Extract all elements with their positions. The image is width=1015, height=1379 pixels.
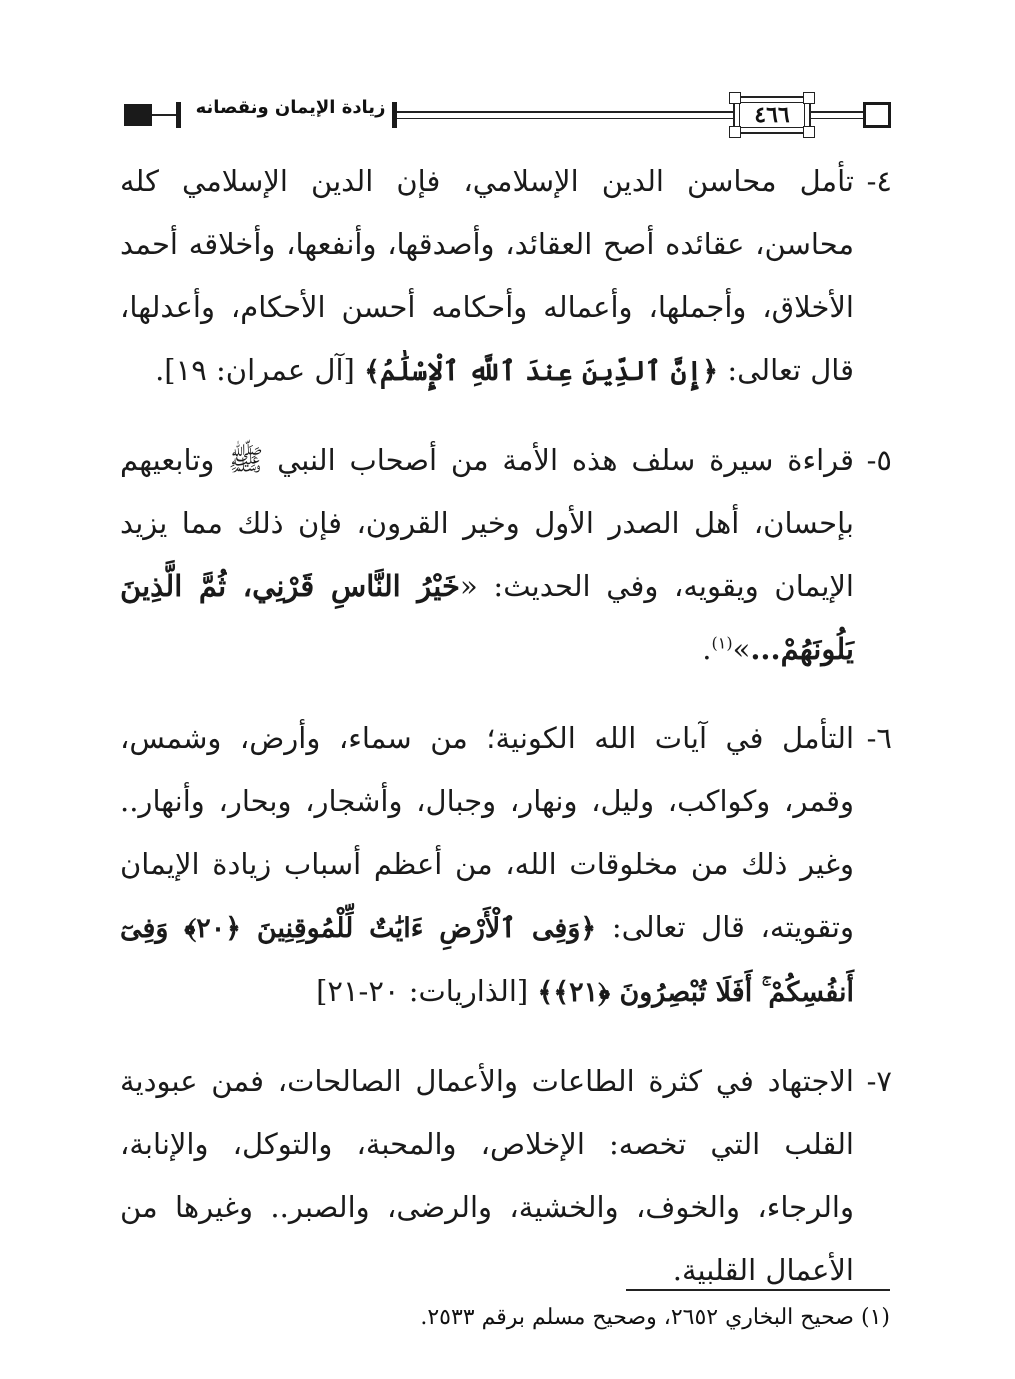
item-text: قراءة سيرة سلف هذه الأمة من أصحاب النبي ﷺ وتابعيهم بإحسان، أهل الصدر الأول وخير القرون، فإن ذلك مما يزيد الإيمان ويقويه، وفي الحديث: «	[120, 443, 854, 603]
header-rule-top	[397, 111, 733, 113]
page-body	[120, 150, 892, 1302]
verse-reference: [الذاريات: ٢٠-٢١]	[316, 974, 538, 1008]
page-number-frame	[733, 96, 811, 134]
header-rule-bottom	[397, 118, 733, 119]
item-text: التأمل في آيات الله الكونية؛ من سماء، وأرض، وشمس، وقمر، وكواكب، وليل، ونهار، وجبال، وأشجار، وبحار، وأنهار.. وغير ذلك من مخلوقات الله، من أعظم أسباب زيادة الإيمان وتقويته، قال تعالى:	[120, 721, 855, 944]
header-ornament-left-rule	[152, 114, 176, 116]
page-header	[0, 0, 1015, 150]
item-number: ٤-	[866, 164, 892, 198]
header-rule-right-top	[811, 111, 863, 113]
quran-verse: ﴿وَفِى ٱلْأَرْضِ ءَايَٰتٌ لِّلْمُوقِنِينَ ﴿٢٠﴾ وَفِىٓ أَنفُسِكُمْ ۚ أَفَلَا تُبْصِرُونَ ﴿٢١﴾﴾	[120, 913, 854, 1008]
hadith-quote: خَيْرُ النَّاسِ قَرْنِي، ثُمَّ الَّذِينَ يَلُونَهُمْ...	[120, 569, 854, 666]
item-text: تأمل محاسن الدين الإسلامي، فإن الدين الإسلامي كله محاسن، عقائده أصح العقائد، وأصدقها، وأنفعها، وأخلاقه أحمد الأخلاق، وأجملها، وأعماله وأحكامه أحسن الأحكام، وأعدلها، قال تعالى:	[120, 164, 854, 387]
list-item-6	[120, 707, 892, 1024]
list-item-4	[120, 150, 892, 403]
header-ornament-left-block	[124, 104, 152, 126]
running-title: زيادة الإيمان ونقصانه	[195, 97, 386, 118]
item-number: ٥-	[866, 443, 892, 477]
item-text: الاجتهاد في كثرة الطاعات والأعمال الصالحات، فمن عبودية القلب التي تخصه: الإخلاص، والمحبة، والتوكل، والإنابة، والرجاء، والخوف، والخشية، والرضى، والصبر.. وغيرها من الأعمال القلبية.	[120, 1064, 854, 1287]
item-number: ٧-	[866, 1064, 892, 1098]
header-ornament-right-square	[863, 102, 891, 128]
list-item-7	[120, 1050, 892, 1302]
footnote: (١) صحيح البخاري ٢٦٥٢، وصحيح مسلم برقم ٢٥٣٣.	[420, 1305, 890, 1330]
footnote-reference: (١)	[711, 633, 733, 653]
list-item-5	[120, 429, 892, 681]
item-number: ٦-	[866, 721, 892, 755]
header-ornament-left-bar	[176, 102, 181, 128]
footnote-divider	[626, 1289, 890, 1291]
quran-verse: ﴿إِنَّ ٱلدِّينَ عِندَ ٱللَّهِ ٱلْإِسْلَٰمُ﴾	[364, 356, 719, 387]
quote-close: »	[732, 632, 751, 666]
verse-reference: [آل عمران: ١٩].	[155, 353, 365, 387]
header-ornament-title-bar	[392, 102, 397, 128]
header-rule-right-bottom	[811, 118, 863, 119]
sentence-end: .	[702, 632, 712, 666]
page-number: ٤٦٦	[754, 102, 790, 128]
